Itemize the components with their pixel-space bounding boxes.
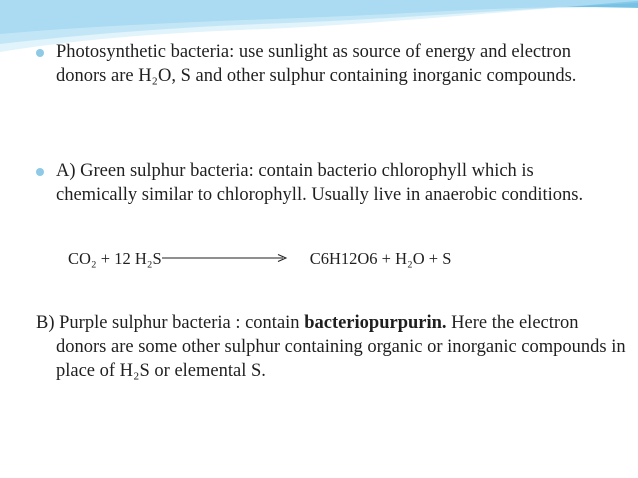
purple-sulphur-bacteria-paragraph bbox=[36, 311, 626, 383]
bacteriopurpurin-term: bacteriopurpurin. bbox=[304, 313, 447, 333]
bullet-dot-icon bbox=[36, 168, 44, 176]
equation-products: C6H12O6 + H₂O + S bbox=[309, 249, 452, 268]
purple-text-end: Here the electron donors are some other sulphur containing organic or inorganic compounds in place of H₂S or elemental S. bbox=[56, 313, 626, 381]
bullet-green-sulphur-bacteria bbox=[36, 159, 596, 207]
purple-text-start: B) Purple sulphur bacteria : contain bbox=[36, 313, 305, 333]
bullet-text: Photosynthetic bacteria: use sunlight as source of energy and electron donors are H₂O, S and other sulphur containing inorganic compounds. bbox=[56, 42, 577, 86]
bullet-text: A) Green sulphur bacteria: contain bacterio chlorophyll which is chemically similar to chlorophyll. Usually live in anaerobic conditions. bbox=[56, 161, 584, 205]
chemical-equation bbox=[68, 248, 451, 270]
bullet-dot-icon bbox=[36, 49, 44, 57]
equation-reactants: CO₂ + 12 H₂S bbox=[68, 249, 162, 268]
bullet-photosynthetic-bacteria bbox=[36, 40, 596, 88]
reaction-arrow-icon bbox=[162, 253, 290, 263]
